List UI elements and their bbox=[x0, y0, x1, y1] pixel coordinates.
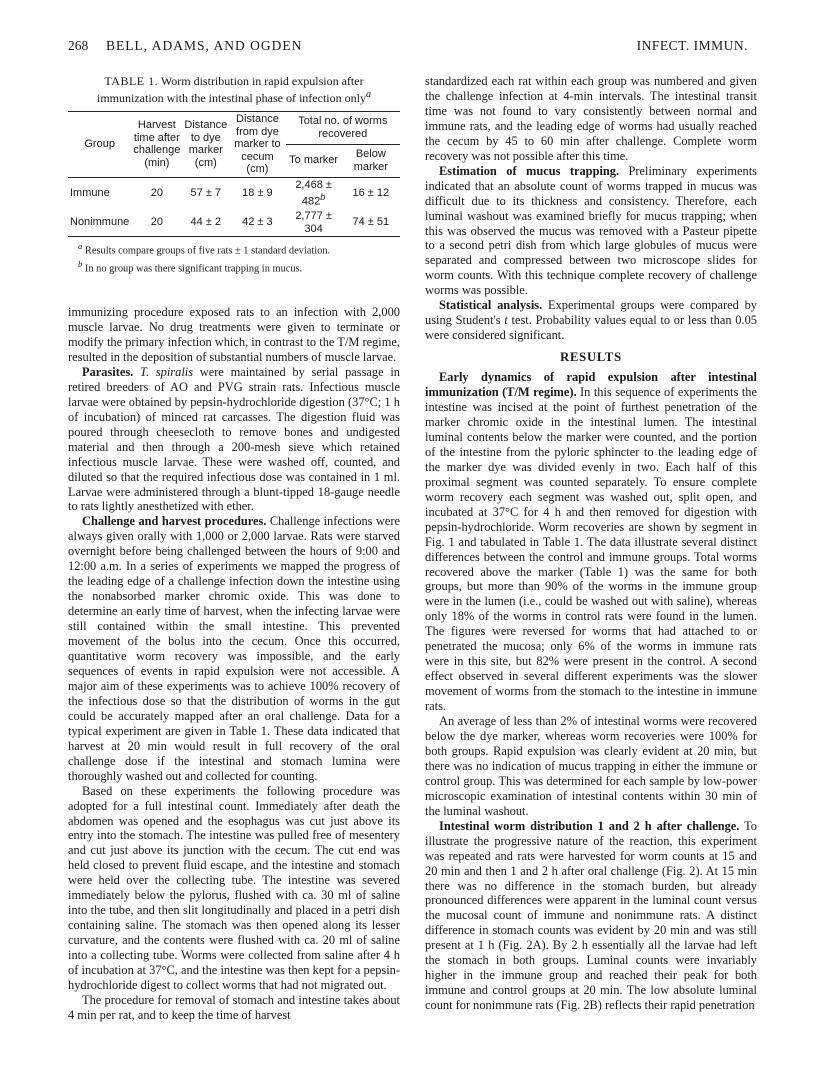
journal-name: INFECT. IMMUN. bbox=[636, 38, 748, 53]
cell-distance-cecum: 42 ± 3 bbox=[229, 209, 285, 237]
running-header bbox=[68, 38, 748, 58]
paragraph: An average of less than 2% of intestinal worms were recovered below the dye marker, whereas worm recoveries were 100% for both groups. Rapid expulsion was clearly evident at 20 min, but there was no indication of mucus trapping in either the immune or control group. This was determined for each sample by low-power microscopic examination of intestinal contents within 30 min of the luminal washout. bbox=[425, 714, 757, 818]
cell-group: Nonimmune bbox=[68, 209, 131, 237]
table-caption bbox=[74, 74, 394, 105]
col-header-below-marker: Below marker bbox=[353, 148, 388, 173]
section-runin-heading: Intestinal worm distribution 1 and 2 h after challenge. bbox=[439, 818, 740, 833]
section-runin-heading: Challenge and harvest procedures. bbox=[82, 514, 267, 529]
section-runin-heading: Early dynamics of rapid expulsion after intestinal immunization (T/M regime). bbox=[425, 370, 757, 400]
paragraph: Intestinal worm distribution 1 and 2 h after challenge. To illustrate the progressive nature of the reaction, this experiment was repeated and rats were harvested for worm counts at 15 and 20 min and then 1 and 2 h after oral challenge (Fig. 2). At 15 min there was no difference in the stomach burden, but already pronounced differences were apparent in the luminal count versus the mucosal count of immune and nonimmune rats. A distinct difference in stomach counts was evident by 20 min and was still present at 1 h (Fig. 2A). By 2 h essentially all the larvae had left the stomach in both groups. Luminal counts were invariably higher in the immune group and reached their peak for both immune and control groups at 20 min. The low absolute luminal count for nonimmune rats (Fig. 2B) reflects their rapid penetration bbox=[425, 818, 757, 1013]
table-row bbox=[68, 209, 400, 237]
paragraph: Challenge and harvest procedures. Challenge infections were always given orally with 1,000 or 2,000 larvae. Rats were starved overnight before being challenged between the hours of 9:00 and 12:00 a.m. In a series of experiments we mapped the progress of the leading edge of a challenge infection down the intestine using the nonabsorbed marker chromic oxide. This was done to determine an early time of harvest, when the infecting larvae were still contained within the small intestine. This prevented movement of the bolus into the cecum. Once this occurred, quantitative worm recovery was impossible, and the early sequences of events in rapid expulsion were not accessible. A major aim of these experiments was to achieve 100% recovery of the infectious dose so that the distribution of worms in the gut could be accurately mapped after an oral challenge. Data for a typical experiment are given in Table 1. These data indicated that harvest at 20 min would result in full recovery of the oral challenge dose if the intestinal and stomach lumina were thoroughly washed out and collected for counting. bbox=[68, 514, 400, 783]
cell-below-marker: 16 ± 12 bbox=[342, 177, 400, 209]
right-column bbox=[425, 74, 757, 1013]
cell-distance-marker: 44 ± 2 bbox=[182, 209, 229, 237]
col-header-harvest: Harvest time after challenge (min) bbox=[131, 112, 182, 178]
col-header-to-marker: To marker bbox=[289, 154, 339, 167]
table-caption-text: Worm distribution in rapid expulsion after immunization with the intestinal phase of infection only bbox=[97, 74, 366, 105]
cell-harvest: 20 bbox=[131, 177, 182, 209]
col-header-distance-cecum: Distance from dye marker to cecum (cm) bbox=[229, 112, 285, 178]
paragraph: immunizing procedure exposed rats to an infection with 2,000 muscle larvae. No drug treatments were given to terminate or modify the primary infection which, in contrast to the T/M regime, resulted in the deposition of substantial numbers of muscle larvae. bbox=[68, 305, 400, 364]
paragraph: standardized each rat within each group was numbered and given the challenge infection at 4-min intervals. The intestinal transit time was not found to vary consistently between normal and immune rats, and the leading edge of worms had usually reached the cecum by 45 to 60 min after challenge. Complete worm recovery was not possible after this time. bbox=[425, 74, 757, 163]
cell-group: Immune bbox=[68, 177, 131, 209]
left-column bbox=[68, 74, 400, 1023]
paragraph: Statistical analysis. Experimental groups were compared by using Student's t test. Probability values equal to or less than 0.05 were considered significant. bbox=[425, 298, 757, 343]
paragraph: Estimation of mucus trapping. Preliminary experiments indicated that an absolute count of worms trapped in mucus was difficult due to its thickness and consistency. Therefore, each luminal washout was examined briefly for mucus trapping; when this was observed the mucus was removed with a Pasteur pipette to a second petri dish from which large globules of mucus were separated and compressed between two microscope slides for worm counts. With this technique complete recovery of challenge worms was possible. bbox=[425, 163, 757, 298]
table-footnotes bbox=[78, 240, 400, 276]
paragraph: The procedure for removal of stomach and intestine takes about 4 min per rat, and to keep the time of harvest bbox=[68, 992, 400, 1022]
section-runin-heading: Statistical analysis. bbox=[439, 298, 543, 313]
cell-to-marker: $2,468 \pm 482^b$ bbox=[286, 177, 342, 209]
running-authors: BELL, ADAMS, AND OGDEN bbox=[106, 38, 303, 53]
cell-distance-cecum: 18 ± 9 bbox=[229, 177, 285, 209]
cell-to-marker: 2,777 ± 304 bbox=[286, 209, 342, 237]
table-row bbox=[68, 177, 400, 209]
caption-footnote-mark: a bbox=[365, 89, 371, 100]
cell-below-marker: 74 ± 51 bbox=[342, 209, 400, 237]
table-1 bbox=[68, 111, 400, 237]
cell-distance-marker: 57 ± 7 bbox=[182, 177, 229, 209]
cell-footnote-mark: b bbox=[320, 192, 326, 202]
cell-harvest: 20 bbox=[131, 209, 182, 237]
section-runin-heading: Estimation of mucus trapping. bbox=[439, 163, 620, 178]
paragraph: Early dynamics of rapid expulsion after intestinal immunization (T/M regime). In this sequence of experiments the intestine was incised at the point of furthest penetration of the marker chromic oxide in the intestinal lumen. The intestinal luminal contents below the marker were counted, and the portion of the intestine from the pyloric sphincter to the leading edge of the marker dye was divided evenly in two. Each half of this proximal segment was counted separately. To ensure complete worm recovery each segment was washed out, split open, and incubated at 37°C for 4 h and then removed for digestion with pepsin-hydrochloride. Worm recoveries are shown by segment in Fig. 1 and tabulated in Table 1. The data illustrate several distinct differences between the control and immune groups. Total worms recovered above the marker (Table 1) was the same for both groups, but more than 90% of the worms in the immune group were in the lumen (i.e., could be washed out with saline), whereas only 18% of the worms in control rats were found in the lumen. The figures were reversed for worms that had attached to or penetrated the mucosa; only 6% of the worms in immune rats were in this site, but 82% were present in the control. A second effect observed in several different experiments was the slower movement of worms from the stomach to the intestine in immune rats. bbox=[425, 370, 757, 714]
col-header-total: Total no. of worms recovered bbox=[286, 112, 400, 145]
table-label: TABLE 1. bbox=[104, 74, 159, 88]
col-header-distance-marker: Distance to dye marker (cm) bbox=[182, 112, 229, 178]
paragraph: Based on these experiments the following procedure was adopted for a full intestinal count. Immediately after death the abdomen was opened and the esophagus was cut just above its entry into the stomach. The intestine was pulled free of mesentery and cut just above its junction with the cecum. The cut end was held closed to prevent fluid escape, and the intestine and stomach were held over the collecting tube. The intestine was severed immediately below the pylorus, flushed with ca. 30 ml of saline into the tube, and then slit longitudinally and placed in a petri dish containing saline. The stomach was then opened along its lesser curvature, and the contents were flushed with ca. 20 ml of saline into a collecting tube. Worms were collected from saline after 4 h of incubation at 37°C, and the intestine was then kept for a pepsin-hydrochloride digest to collect worms that had not migrated out. bbox=[68, 783, 400, 992]
footnote: $^b$ In no group was there significant trapping in mucus. bbox=[78, 259, 303, 275]
results-heading: RESULTS bbox=[560, 350, 622, 365]
footnote: $^a$ Results compare groups of five rats ± 1 standard deviation. bbox=[78, 241, 331, 257]
section-runin-heading: Parasites. bbox=[82, 364, 134, 379]
col-header-group: Group bbox=[68, 112, 131, 178]
paragraph: Parasites. T. spiralis were maintained by serial passage in retired breeders of AO and PVG strain rats. Infectious muscle larvae were obtained by pepsin-hydrochloride digestion (37°C; 1 h of incubation) of minced rat carcasses. The digestion fluid was poured through cheesecloth to remove bones and undigested material and then through a 200-mesh sieve which retained infectious muscle larvae. These were washed off, counted, and diluted so that the required infectious dose was contained in 1 ml. Larvae were administered through a blunt-tipped 18-gauge needle to rats lightly anesthetized with ether. bbox=[68, 364, 400, 514]
page-number: 268 bbox=[68, 38, 89, 53]
